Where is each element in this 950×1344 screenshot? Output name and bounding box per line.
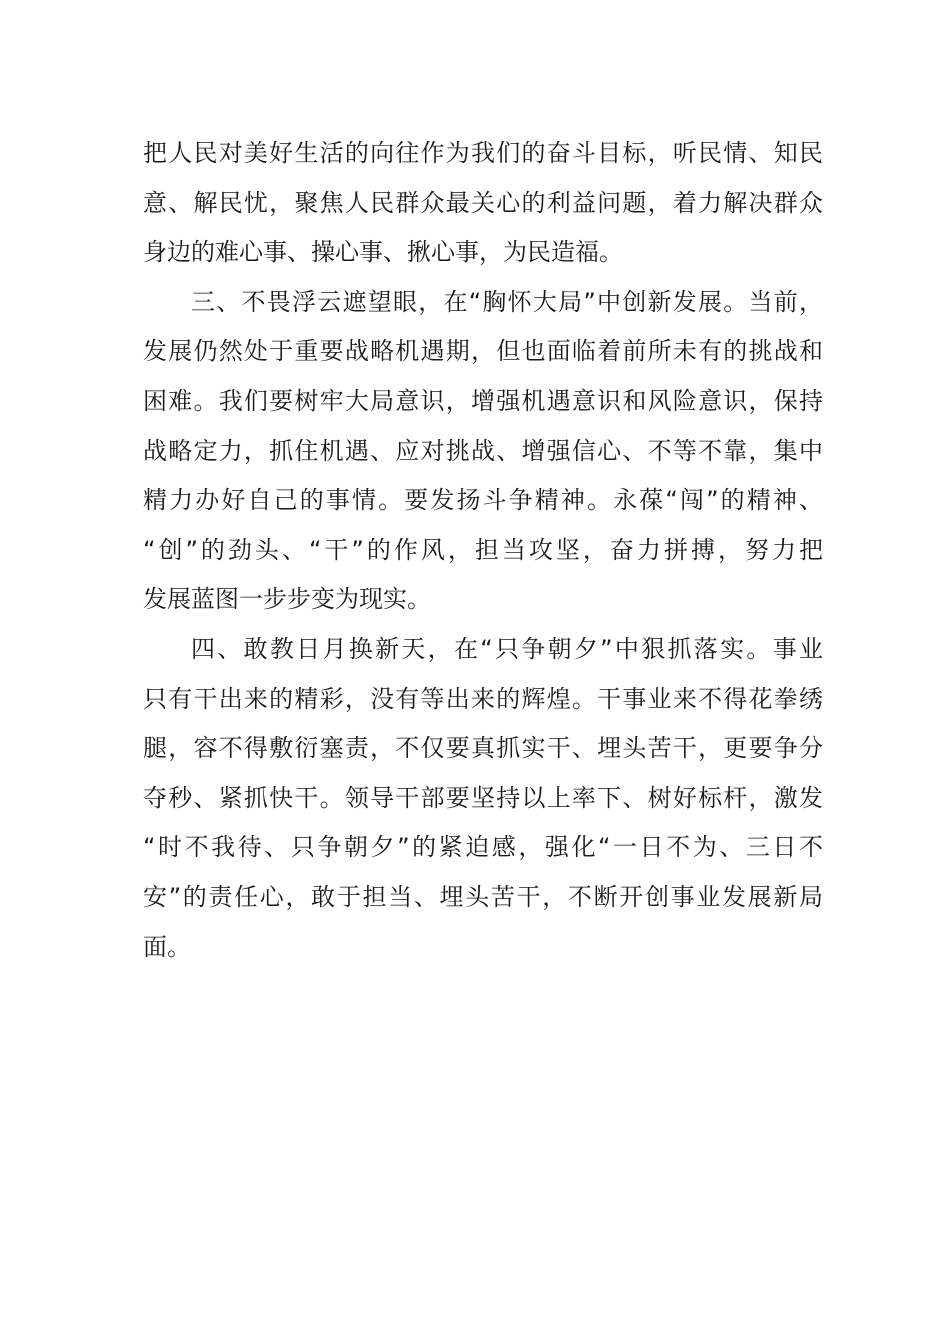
paragraph-line: “时不我待、只争朝夕”的紧迫感，强化“一日不为、三日不 <box>143 833 823 862</box>
paragraph-line: 战略定力，抓住机遇、应对挑战、增强信心、不等不靠，集中 <box>143 436 823 465</box>
paragraph-line: 发展蓝图一步步变为现实。 <box>143 585 431 614</box>
paragraph-line: 身边的难心事、操心事、揪心事，为民造福。 <box>143 238 623 267</box>
section-heading-line: 三、不畏浮云遮望眼，在“胸怀大局”中创新发展。当前， <box>191 287 823 316</box>
paragraph-line: 只有干出来的精彩，没有等出来的辉煌。干事业来不得花拳绣 <box>143 684 823 713</box>
paragraph-line: 安”的责任心，敢于担当、埋头苦干，不断开创事业发展新局 <box>143 882 823 911</box>
paragraph-people-livelihood <box>143 129 823 278</box>
paragraph-line: 面。 <box>143 932 191 961</box>
paragraph-line: 困难。我们要树牢大局意识，增强机遇意识和风险意识，保持 <box>143 386 823 415</box>
paragraph-section-three <box>143 278 823 625</box>
paragraph-section-four <box>143 625 823 972</box>
paragraph-line: “创”的劲头、“干”的作风，担当攻坚，奋力拼搏，努力把 <box>143 535 823 564</box>
paragraph-line: 意、解民忧，聚焦人民群众最关心的利益问题，着力解决群众 <box>143 188 823 217</box>
paragraph-line: 腿，容不得敷衍塞责，不仅要真抓实干、埋头苦干，更要争分 <box>143 734 823 763</box>
paragraph-line: 把人民对美好生活的向往作为我们的奋斗目标，听民情、知民 <box>143 139 823 167</box>
document-body <box>143 129 823 972</box>
paragraph-line: 夺秒、紧抓快干。领导干部要坚持以上率下、树好标杆，激发 <box>143 783 823 812</box>
paragraph-line: 精力办好自己的事情。要发扬斗争精神。永葆“闯”的精神、 <box>143 486 823 515</box>
section-heading-line: 四、敢教日月换新天，在“只争朝夕”中狠抓落实。事业 <box>191 634 823 663</box>
paragraph-line: 发展仍然处于重要战略机遇期，但也面临着前所未有的挑战和 <box>143 337 823 366</box>
